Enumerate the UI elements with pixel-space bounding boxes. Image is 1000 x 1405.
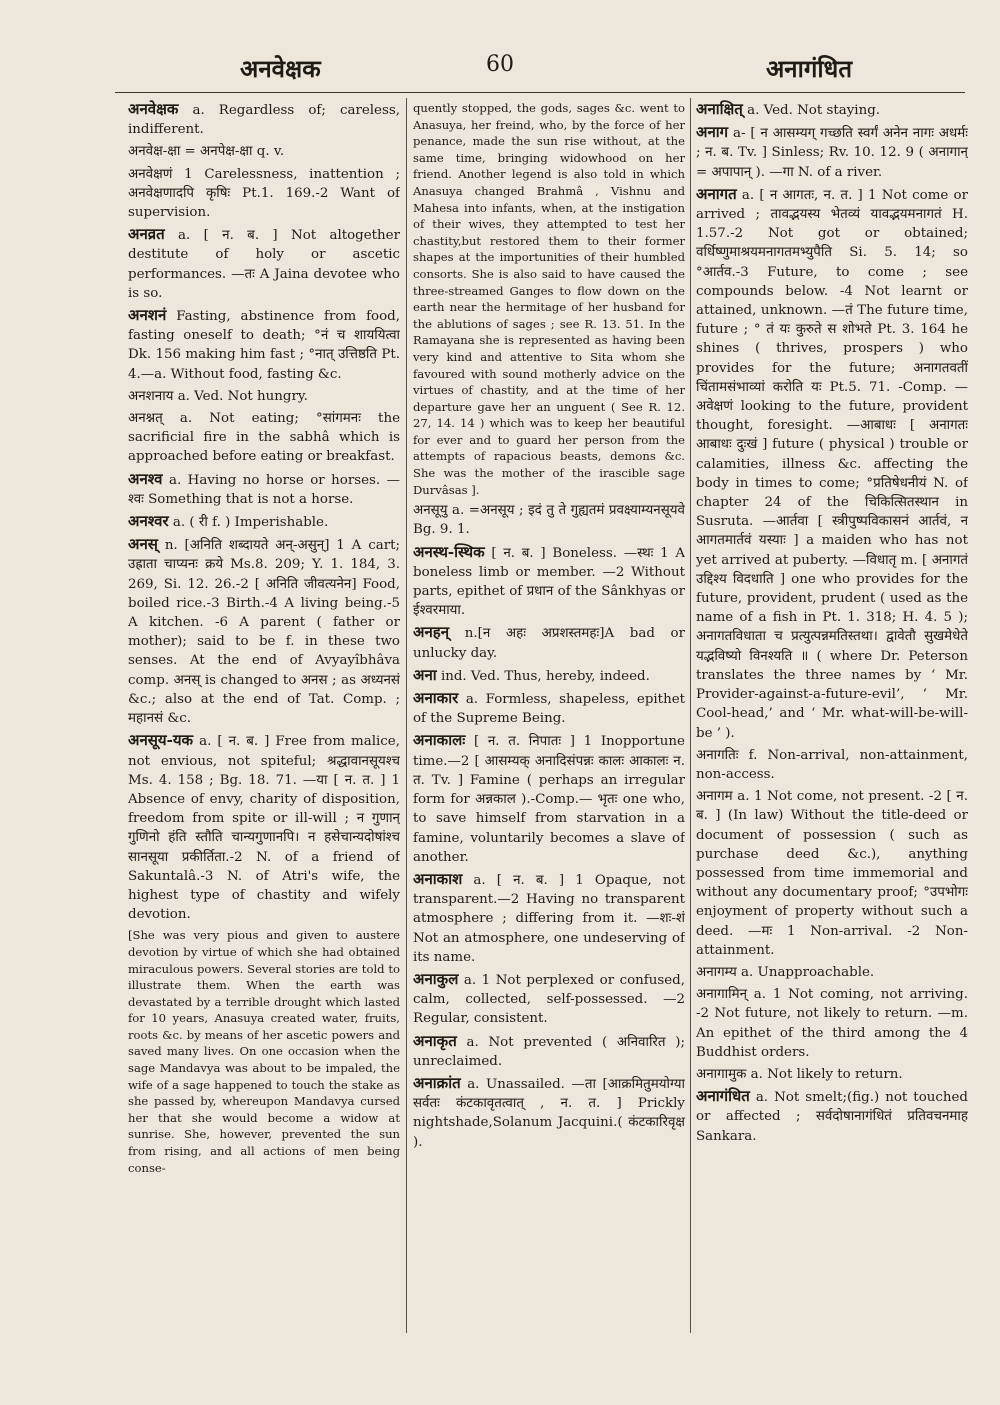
entry-definition: n. [अनिति शब्दायते अन्-असुन्] 1 A cart; उह्राता चाप्यनः क्रये Ms.8. 209; Y. 1. 184, 3. 269, Si. 12. 26.-2 [ अनिति जीवत्यनेन] Food, boiled rice.-3 Birth.-4 A living being.-5 A kitchen. -6 A parent ( father or mother); said to be f. in these two senses. At the end of Avyayîbhâva comp. अनस् is changed to अनस ; as अध्यनसं &c.; also at the end of Tat. Comp. ; महानसं &c. <box>128 538 400 727</box>
entry-headword: अनाकाश <box>413 869 463 888</box>
header-rule <box>115 92 965 93</box>
entry-definition: a. [ न. ब. ] 1 Opaque, not transparent.—2 Having no transparent atmosphere ; differing from it. —शः-शं Not an atmosphere, one undeserving of its name. <box>413 872 685 965</box>
dictionary-entry <box>696 746 968 784</box>
entry-definition: अनसूयु a. =अनसूय ; इदं तु ते गुह्यतमं प्रवक्ष्याम्यनसूयवे Bg. 9. 1. <box>413 503 685 538</box>
dictionary-entry <box>128 387 400 406</box>
dictionary-entry <box>128 470 400 509</box>
entry-definition: a. ( री f. ) Imperishable. <box>172 515 329 531</box>
entry-headword: अनशनं <box>128 306 167 325</box>
entry-definition: अनागम्य a. Unapproachable. <box>696 964 875 980</box>
dictionary-entry <box>413 501 685 539</box>
column-divider-2 <box>690 98 691 1333</box>
dictionary-entry <box>128 927 400 1176</box>
entry-definition: a. [ न. ब. ] Free from malice, not envious, not spiteful; श्रद्धावानसूयश्च Ms. 4. 158 ; Bg. 18. 71. —या [ न. त. ] 1 Absence of envy, charity of disposition, freedom from spite or ill-will ; न गुणान् गुणिनो हंति स्तौति चान्यगुणानपि। न हसेचान्यदोषांश्च सानसूया प्रकीर्तिता.-2 N. of a friend of Sakuntalâ.-3 N. of Atri's wife, the highest type of chastity and wifely devotion. <box>128 734 400 923</box>
entry-definition: अनागम a. 1 Not come, not present. -2 [ न. ब. ] (In law) Without the title-deed or document of possession ( such as purchase deed &c.), anything possessed from time immemorial and without any documentary proof; °उपभोगः enjoyment of property without such a deed. —मः 1 Non-arrival. -2 Non-attainment. <box>696 789 968 958</box>
dictionary-entry <box>128 409 400 467</box>
dictionary-entry <box>413 1032 685 1071</box>
dictionary-entry <box>413 689 685 728</box>
dictionary-entry <box>696 185 968 743</box>
entry-definition: अनवेक्षणं 1 Carelessness, inattention ; अनवेक्षणादपि कृषिः Pt.1. 169.-2 Want of supervision. <box>128 166 400 221</box>
entry-definition: a. Regardless of; careless, indifferent. <box>128 103 400 138</box>
dictionary-entry <box>128 100 400 139</box>
dictionary-entry <box>413 1074 685 1152</box>
dictionary-entry <box>128 225 400 303</box>
entry-definition: ind. Ved. Thus, hereby, indeed. <box>440 668 650 684</box>
entry-definition: a. [ न आगतः, न. त. ] 1 Not come or arrived ; तावद्भयस्य भेतव्यं यावद्भयमनागतं H. 1.57.-2 Not got or obtained; वर्धिष्णुमाश्रयमनागतमभ्युपैति Si. 5. 14; so °आर्तव.-3 Future, to come ; see compounds below. -4 Not learnt or attained, unknown. —तं The future time, future ; ° तं यः कुरुते स शोभते Pt. 3. 164 he shines ( thrives, prospers ) who provides for the future; अनागतवतीं चिंतामसंभाव्यां करोति यः Pt.5. 71. -Comp. —अवेक्षणं looking to the future, provident thought, foresight. —आबाधः [ अनागतः आबाधः दुःखं ] future ( physical ) trouble or calamities, illness &c. affecting the body in times to come; °प्रतिषेधनीयं N. of chapter 24 of the चिकित्सितस्थान in Susruta. —आर्तवा [ स्त्रीपुष्पविकासनं आर्तवं, न आगतमार्तवं यस्याः ] a maiden who has not yet arrived at puberty. —विधातृ m. [ अनागतं उद्दिश्य विदधाति ] one who provides for the future, provident, prudent ( used as the name of a fish in Pt. 1. 318; H. 4. 5 ); अनागतविधाता च प्रत्युत्पन्नमतिस्तथा। द्वावेतौ सुखमेधेते यद्भविष्यो विनश्यति ॥ ( where Dr. Peterson translates the three names by ‘ Mr. Provider-against-a-future-evil’, ‘ Mr. Cool-head,’ and ‘ Mr. what-will-be-will-be ’ ). <box>696 187 968 741</box>
dictionary-entry <box>413 543 685 621</box>
entry-definition: n.[न अहः अप्रशस्तमहः]A bad or unlucky day. <box>413 626 685 661</box>
entry-definition: Fasting, abstinence from food, fasting oneself to death; °नं च शाययित्वा Dk. 156 making him fast ; °नात् उत्तिष्ठति Pt. 4.—a. Without food, fasting &c. <box>128 309 400 382</box>
entry-definition: a. Not prevented ( अनिवारित ); unreclaimed. <box>413 1034 685 1069</box>
entry-headword: अनाकुल <box>413 969 459 988</box>
entry-headword: अनसूय-यक <box>128 731 194 750</box>
entry-definition: [ न. त. निपातः ] 1 Inopportune time.—2 [ आसम्यक् अनादिसंपन्नः कालः आकालः न. त. Tv. ] Famine ( perhaps an irregular form for अन्नकाल ).-Comp.— भृतः one who, to save himself from starvation in a famine, voluntarily becomes a slave of another. <box>413 734 685 865</box>
entry-definition: a. Unassailed. —ता [आक्रमितुमयोग्या सर्वतः कंटकावृतत्वात् , न. त. ] Prickly nightshade,Solanum Jacquini.( कंटकारिवृक्ष ). <box>413 1076 685 1150</box>
entry-headword: अनागत <box>696 184 737 203</box>
dictionary-entry <box>696 963 968 982</box>
dictionary-entry <box>128 512 400 532</box>
entry-definition: quently stopped, the gods, sages &c. went to Anasuya, her freind, who, by the force of her penance, made the sun rise without, at the same time, bringing widowhood on her friend. Another legend is also told in which Anasuya changed Brahmâ , Vishnu and Mahesa into infants, when, at the instigation of their wives, they attempted to test her chastity,but restored them to their former shapes at the importunities of their humbled consorts. She is also said to have caused the three-streamed Ganges to flow down on the earth near the hermitage of her husband for the ablutions of sages ; see R. 13. 51. In the Ramayana she is represented as having been very kind and attentive to Sita whom she favoured with sound motherly advice on the virtues of chastity, and at the time of her departure gave her an unguent ( See R. 12. 27, 14. 14 ) which was to keep her beautiful for ever and to guard her person from the attempts of rapacious beasts, demons &c. She was the mother of the irascible sage Durvâsas ]. <box>413 101 685 497</box>
entry-headword: अनाक्षित् <box>696 100 743 118</box>
entry-definition: a. Formless, shapeless, epithet of the Supreme Being. <box>413 692 685 727</box>
entry-headword: अनागंधित <box>696 1087 750 1106</box>
column-divider-1 <box>406 98 407 1333</box>
dictionary-entry <box>413 100 685 498</box>
dictionary-entry <box>413 870 685 967</box>
dictionary-entry <box>696 100 968 120</box>
right-running-headword: अनागंधित <box>765 54 852 83</box>
entry-headword: अनाकृत <box>413 1031 457 1050</box>
entry-definition: a. Ved. Not staying. <box>747 103 881 118</box>
dictionary-entry <box>128 535 400 728</box>
entry-definition: अनश्नत् a. Not eating; °सांगमनः the sacrificial fire in the sabhâ which is approached before eating or breakfast. <box>128 411 400 465</box>
entry-definition: अनवेक्ष-क्षा = अनपेक्ष-क्षा q. v. <box>128 144 285 160</box>
entry-definition: a. Not smelt;(fig.) not touched or affected ; सर्वदोषानागंधितं प्रतिवचनमाह Sankara. <box>696 1090 968 1144</box>
entry-definition: अनागतिः f. Non-arrival, non-attainment, non-access. <box>696 747 968 782</box>
column-2 <box>413 100 685 1340</box>
entry-headword: अनहन् <box>413 623 450 642</box>
dictionary-entry <box>128 165 400 223</box>
dictionary-entry <box>128 731 400 924</box>
entry-headword: अनाक्रांत <box>413 1073 461 1092</box>
dictionary-entry <box>696 1065 968 1084</box>
entry-definition: [ न. ब. ] Boneless. —स्थः 1 A boneless limb or member. —2 Without parts, epithet of प्रधान of the Sânkhyas or ईश्वरमाया. <box>413 545 685 619</box>
dictionary-entry <box>413 970 685 1029</box>
dictionary-entry <box>696 123 968 182</box>
entry-headword: अनस्थ-स्थिक <box>413 542 485 561</box>
dictionary-entry <box>128 306 400 384</box>
entry-headword: अनश्व <box>128 469 163 488</box>
entry-definition: [She was very pious and given to austere devotion by virtue of which she had obtained miraculous powers. Several stories are told to illustrate them. When the earth was devastated by a terrible drought which lasted for 10 years, Anasuya created water, fruits, roots &c. by means of her ascetic powers and saved many lives. On one occasion when the sage Mandavya was about to be impaled, the wife of a sage happened to touch the stake as she passed by, whereupon Mandavya cursed her that she would become a widow at sunrise. She, however, prevented the sun from rising, and all actions of men being conse- <box>128 928 400 1175</box>
entry-headword: अनाग <box>696 123 729 142</box>
entry-headword: अनवेक्षक <box>128 100 179 118</box>
entry-definition: a. Having no horse or horses. —श्वः Something that is not a horse. <box>128 472 400 507</box>
page-header <box>0 52 1000 92</box>
entry-definition: a. [ न. ब. ] Not altogether destitute of holy or ascetic performances. —तः A Jaina devotee who is so. <box>128 228 400 301</box>
entry-headword: अनाकार <box>413 689 459 708</box>
dictionary-entry <box>413 731 685 866</box>
entry-definition: अनागामिन् a. 1 Not coming, not arriving. -2 Not future, not likely to return. —m. An epithet of the third among the 4 Buddhist orders. <box>696 987 968 1060</box>
left-running-headword: अनवेक्षक <box>240 54 321 83</box>
entry-headword: अनव्रत <box>128 225 165 244</box>
dictionary-entry <box>413 666 685 686</box>
entry-definition: अनागामुक a. Not likely to return. <box>696 1066 903 1082</box>
dictionary-entry <box>696 787 968 960</box>
entry-headword: अनश्वर <box>128 512 169 531</box>
entry-definition: a- [ न आसम्यग् गच्छति स्वर्गं अनेन नागः अधर्मः ; न. ब. Tv. ] Sinless; Rv. 10. 12. 9 ( अनागान् = अपापान् ). —गा N. of a river. <box>696 126 968 180</box>
column-1 <box>128 100 400 1340</box>
page-number: 60 <box>486 52 514 77</box>
entry-headword: अना <box>413 665 437 684</box>
entry-headword: अनाकालः <box>413 731 466 750</box>
dictionary-entry <box>413 623 685 662</box>
dictionary-entry <box>128 142 400 161</box>
entry-headword: अनस् <box>128 535 158 554</box>
dictionary-entry <box>696 1087 968 1146</box>
entry-definition: a. 1 Not perplexed or confused, calm, collected, self-possessed. —2 Regular, consistent. <box>413 972 685 1027</box>
dictionary-entry <box>696 985 968 1062</box>
entry-definition: अनशनाय a. Ved. Not hungry. <box>128 388 308 404</box>
column-3 <box>696 100 968 1340</box>
